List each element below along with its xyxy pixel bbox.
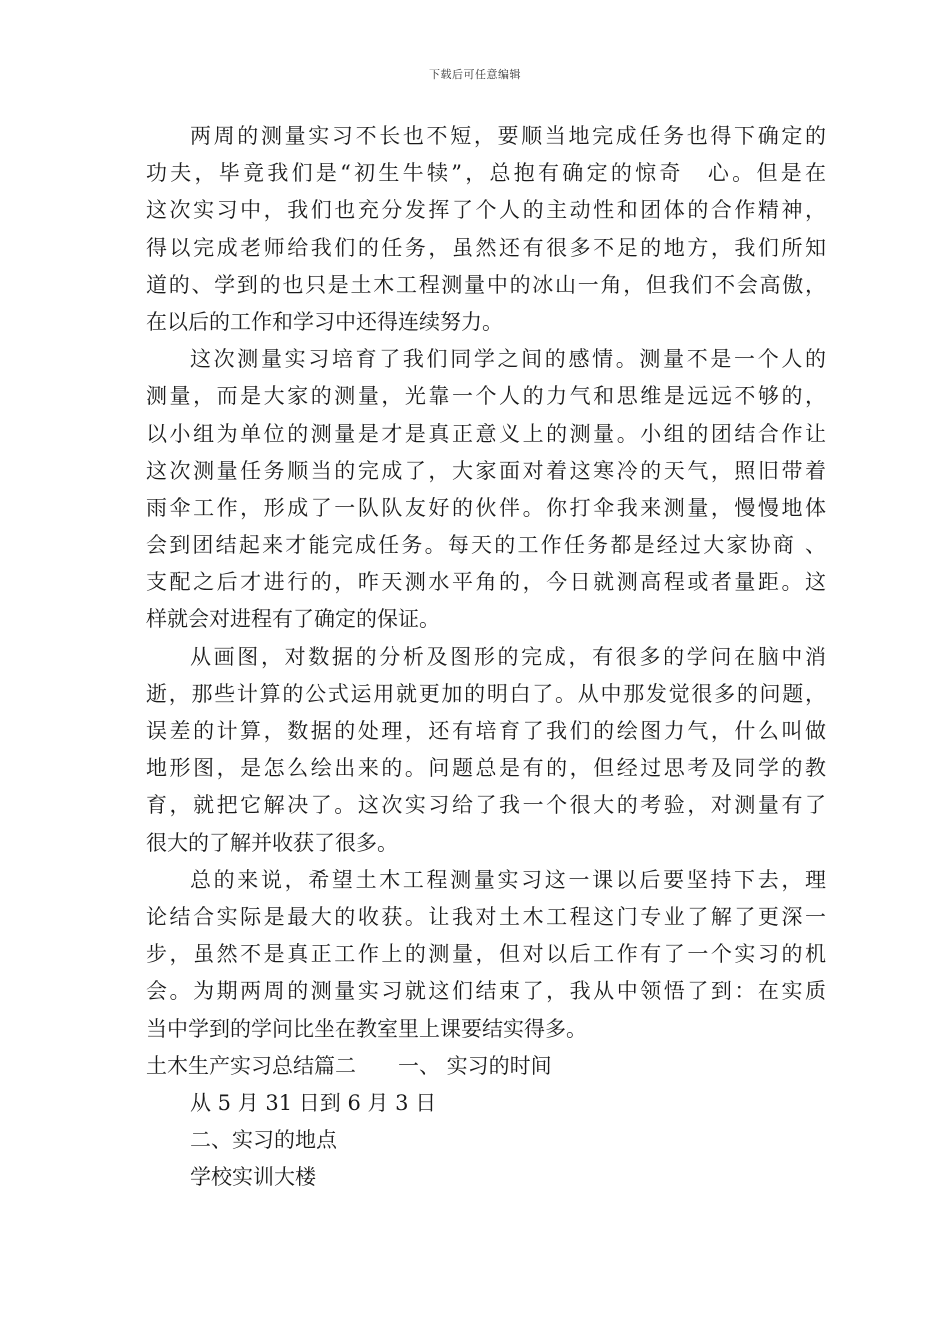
document-body — [146, 118, 826, 1196]
text-line: 这次测量任务顺当的完成了，大家面对着这寒冷的天气，照旧带着 — [146, 458, 826, 483]
text-line: 当中学到的学问比坐在教室里上课要结实得多。 — [146, 1016, 587, 1041]
text-line: 支配之后才进行的，昨天测水平角的，今日就测高程或者量距。这 — [146, 570, 826, 595]
text-line: 二、实习的地点 — [190, 1128, 337, 1153]
text-line: 雨伞工作，形成了一队队友好的伙伴。你打伞我来测量，慢慢地体 — [146, 495, 826, 520]
text-line: 从 5 月 31 日到 6 月 3 日 — [190, 1090, 437, 1115]
page-header: 下载后可任意编辑 — [429, 68, 521, 81]
text-line: 以小组为单位的测量是才是真正意义上的测量。小组的团结合作让 — [146, 421, 826, 446]
text-line: 很大的了解并收获了很多。 — [146, 830, 398, 855]
text-line: 总的来说，希望土木工程测量实习这一课以后要坚持下去，理 — [190, 867, 826, 892]
text-line: 步，虽然不是真正工作上的测量，但对以后工作有了一个实习的机 — [146, 942, 826, 967]
text-line: 这次测量实习培育了我们同学之间的感情。测量不是一个人的 — [190, 347, 826, 372]
text-line: 育，就把它解决了。这次实习给了我一个很大的考验，对测量有了 — [146, 793, 826, 818]
text-line: 误差的计算，数据的处理，还有培育了我们的绘图力气，什么叫做 — [146, 719, 826, 743]
text-line: 逝，那些计算的公式运用就更加的明白了。从中那发觉很多的问题， — [146, 681, 826, 706]
text-line: 在以后的工作和学习中还得连续努力。 — [146, 309, 503, 334]
text-line: 会。为期两周的测量实习就这们结束了，我从中领悟了到：在实质 — [146, 979, 826, 1004]
text-line: 这次实习中，我们也充分发挥了个人的主动性和团体的合作精神， — [146, 198, 826, 223]
text-line: 得以完成老师给我们的任务，虽然还有很多不足的地方，我们所知 — [146, 235, 826, 260]
text-line: 论结合实际是最大的收获。让我对土木工程这门专业了解了更深一 — [146, 904, 826, 929]
text-line: 从画图，对数据的分析及图形的完成，有很多的学问在脑中消 — [190, 644, 826, 669]
text-line: 会到团结起来才能完成任务。每天的工作任务都是经过大家协商 、 — [146, 533, 826, 558]
text-line: 道的、学到的也只是土木工程测量中的冰山一角，但我们不会高傲， — [146, 272, 826, 297]
text-line: 功夫，毕竟我们是“初生牛犊”，总抱有确定的惊奇 心。但是在 — [146, 161, 826, 186]
text-line: 土木生产实习总结篇二 一、 实习的时间 — [146, 1053, 552, 1078]
text-line: 测量，而是大家的测量，光靠一个人的力气和思维是远远不够的， — [146, 384, 826, 409]
text-line: 两周的测量实习不长也不短，要顺当地完成任务也得下确定的 — [190, 124, 826, 148]
text-line: 学校实训大楼 — [190, 1165, 316, 1190]
text-line: 样就会对进程有了确定的保证。 — [146, 607, 440, 632]
text-line: 地形图，是怎么绘出来的。问题总是有的，但经过思考及同学的教 — [146, 756, 826, 781]
